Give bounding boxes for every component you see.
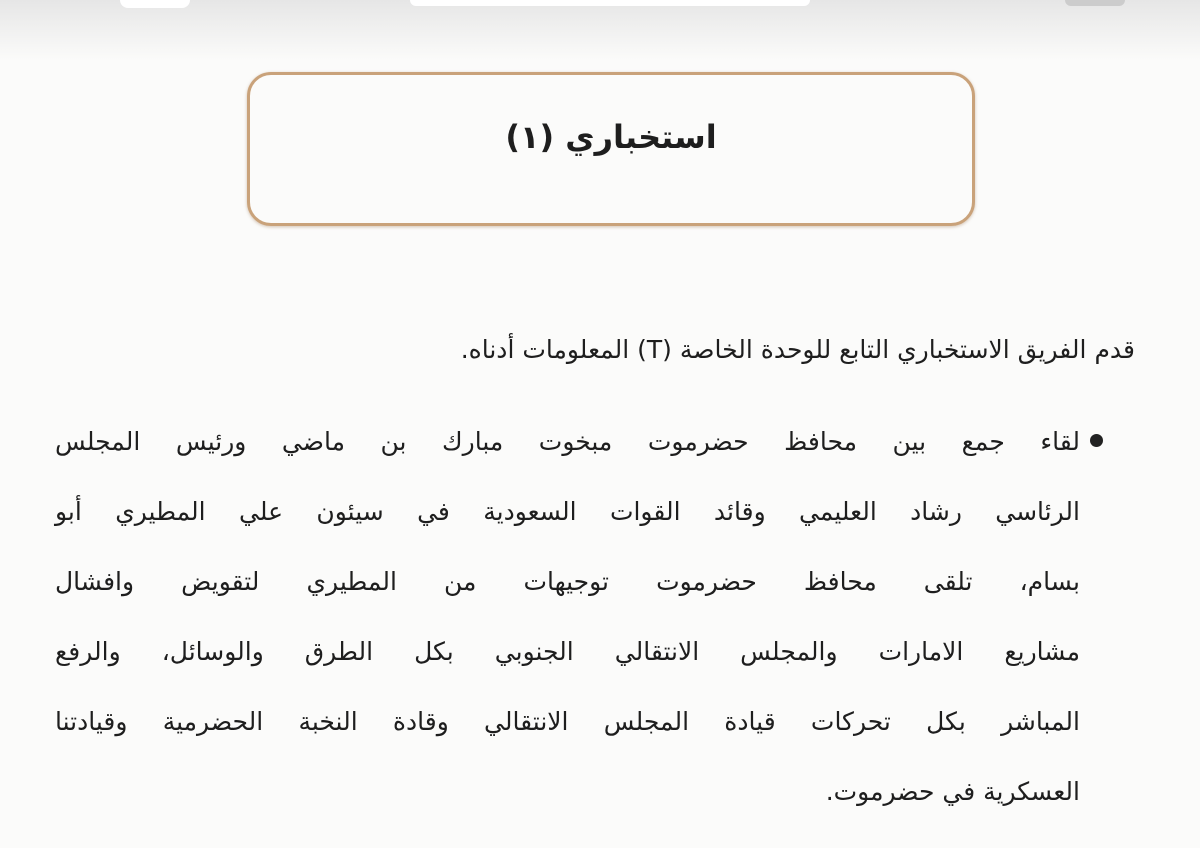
bullet-paragraph — [55, 412, 1080, 832]
intro-text: قدم الفريق الاستخباري التابع للوحدة الخاصة (T) المعلومات أدناه. — [460, 335, 1135, 364]
viewer-top-bar — [0, 0, 1200, 60]
bullet-icon — [1090, 434, 1103, 447]
paragraph-line: بسام، تلقى محافظ حضرموت توجيهات من المطيري لتقويض وافشال — [55, 567, 1080, 596]
left-control[interactable] — [120, 0, 190, 8]
paragraph-line: لقاء جمع بين محافظ حضرموت مبخوت مبارك بن ماضي ورئيس المجلس — [55, 427, 1080, 456]
right-control[interactable] — [1065, 0, 1125, 6]
paragraph-line: مشاريع الامارات والمجلس الانتقالي الجنوبي بكل الطرق والوسائل، والرفع — [55, 637, 1080, 666]
document-title: استخباري (١) — [505, 118, 717, 156]
center-control[interactable] — [410, 0, 810, 6]
paragraph-line: الرئاسي رشاد العليمي وقائد القوات السعودية في سيئون علي المطيري أبو — [55, 497, 1080, 526]
paragraph-line: العسكرية في حضرموت. — [825, 777, 1080, 806]
paragraph-line: المباشر بكل تحركات قيادة المجلس الانتقالي وقادة النخبة الحضرمية وقيادتنا — [55, 707, 1080, 736]
title-box — [247, 72, 975, 226]
